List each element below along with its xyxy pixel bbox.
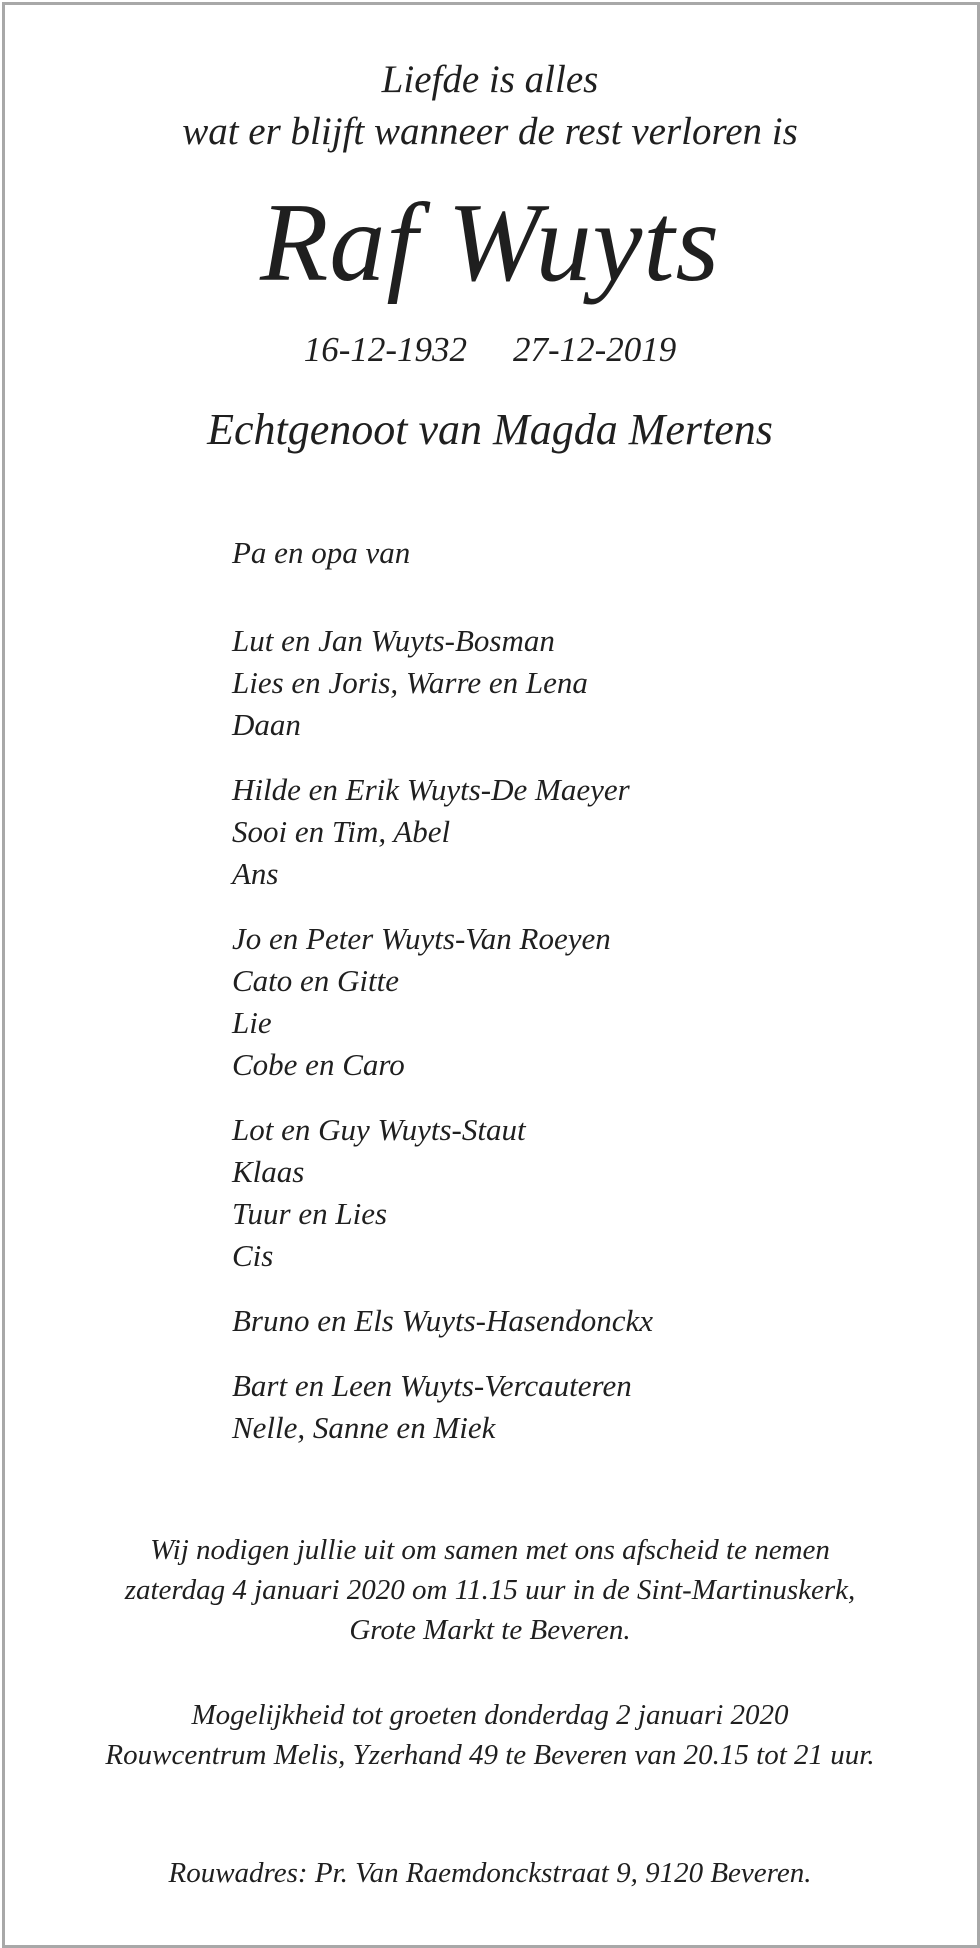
- motto-line-1: Liefde is alles: [381, 58, 599, 101]
- family-line: Cato en Gitte: [232, 963, 400, 998]
- family-line: Daan: [232, 707, 301, 742]
- motto: [0, 54, 980, 158]
- family-group: [232, 620, 952, 746]
- family-list: [232, 532, 952, 1472]
- family-line: Ans: [232, 856, 279, 891]
- life-dates: [0, 326, 980, 374]
- family-line: Bruno en Els Wuyts-Hasendonckx: [232, 1303, 653, 1338]
- death-date: 27-12-2019: [513, 330, 677, 369]
- visitation-line: Rouwcentrum Melis, Yzerhand 49 te Beveren van 20.15 tot 21 uur.: [105, 1739, 875, 1771]
- family-line: Cis: [232, 1238, 274, 1273]
- motto-line-2: wat er blijft wanneer de rest verloren is: [182, 110, 798, 153]
- family-group: [232, 918, 952, 1086]
- family-group: [232, 769, 952, 895]
- spouse-line: Echtgenoot van Magda Mertens: [207, 405, 773, 454]
- family-line: Lie: [232, 1005, 272, 1040]
- family-line: Hilde en Erik Wuyts-De Maeyer: [232, 772, 630, 807]
- family-intro: Pa en opa van: [232, 535, 411, 570]
- visitation-notice: [0, 1695, 980, 1775]
- deceased-name: Raf Wuyts: [259, 181, 721, 305]
- family-group: [232, 1365, 952, 1449]
- family-group: [232, 1109, 952, 1277]
- family-group: [232, 1300, 952, 1342]
- birth-date: 16-12-1932: [303, 330, 467, 369]
- family-line: Sooi en Tim, Abel: [232, 814, 451, 849]
- family-line: Lies en Joris, Warre en Lena: [232, 665, 588, 700]
- family-line: Nelle, Sanne en Miek: [232, 1410, 496, 1445]
- family-line: Tuur en Lies: [232, 1196, 388, 1231]
- family-line: Lot en Guy Wuyts-Staut: [232, 1112, 526, 1147]
- funeral-notice-line: Grote Markt te Beveren.: [349, 1614, 631, 1646]
- family-line: Klaas: [232, 1154, 305, 1189]
- funeral-notice-line: Wij nodigen jullie uit om samen met ons afscheid te nemen: [150, 1534, 830, 1566]
- mourning-address: Rouwadres: Pr. Van Raemdonckstraat 9, 9120 Beveren.: [168, 1857, 812, 1889]
- funeral-notice-line: zaterdag 4 januari 2020 om 11.15 uur in de Sint-Martinuskerk,: [124, 1574, 856, 1606]
- family-line: Cobe en Caro: [232, 1047, 405, 1082]
- visitation-line: Mogelijkheid tot groeten donderdag 2 januari 2020: [191, 1699, 789, 1731]
- funeral-notice: [0, 1530, 980, 1650]
- family-line: Jo en Peter Wuyts-Van Roeyen: [232, 921, 611, 956]
- family-line: Bart en Leen Wuyts-Vercauteren: [232, 1368, 632, 1403]
- family-line: Lut en Jan Wuyts-Bosman: [232, 623, 555, 658]
